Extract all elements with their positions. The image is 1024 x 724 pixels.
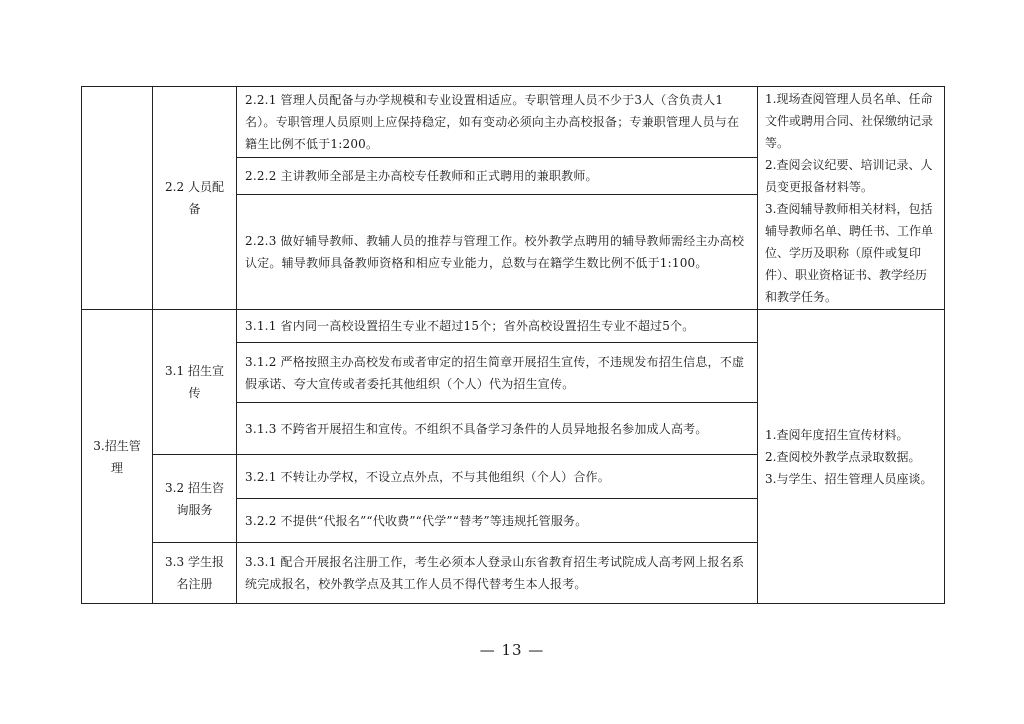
standard-cell: 3.2.2 不提供“代报名”“代收费”“代学”“替考”等违规托管服务。 [237,499,758,543]
subcategory-cell: 3.2 招生咨询服务 [153,455,237,543]
subcategory-cell: 2.2 人员配备 [153,87,237,310]
standard-cell: 2.2.2 主讲教师全部是主办高校专任教师和正式聘用的兼职教师。 [237,158,758,195]
method-item: 1.查阅年度招生宣传材料。 [765,427,909,442]
standard-cell: 3.2.1 不转让办学权，不设立点外点，不与其他组织（个人）合作。 [237,455,758,499]
standard-cell: 2.2.1 管理人员配备与办学规模和专业设置相适应。专职管理人员不少于3人（含负责人1名）。专职管理人员原则上应保持稳定，如有变动必须向主办高校报备；专兼职管理人员与在籍生比例不低于1:200。 [237,87,758,158]
inspection-method-cell [758,310,945,604]
method-item: 3.查阅辅导教师相关材料，包括辅导教师名单、聘任书、工作单位、学历及职称（原件或复印件）、职业资格证书、教学经历和教学任务。 [765,202,934,304]
standard-cell: 3.1.2 严格按照主办高校发布或者审定的招生简章开展招生宣传，不违规发布招生信息，不虚假承诺、夸大宣传或者委托其他组织（个人）代为招生宣传。 [237,343,758,403]
subcategory-cell: 3.3 学生报名注册 [153,543,237,604]
inspection-criteria-table [81,86,945,604]
category-cell-empty [82,87,153,310]
method-item: 2.查阅会议纪要、培训记录、人员变更报备材料等。 [765,158,933,194]
standard-cell: 3.3.1 配合开展报名注册工作，考生必须本人登录山东省教育招生考试院成人高考网上报名系统完成报名，校外教学点及其工作人员不得代替考生本人报考。 [237,543,758,604]
method-item: 2.查阅校外教学点录取数据。 [765,449,921,464]
standard-cell: 2.2.3 做好辅导教师、教辅人员的推荐与管理工作。校外教学点聘用的辅导教师需经主办高校认定。辅导教师具备教师资格和相应专业能力，总数与在籍学生数比例不低于1:100。 [237,194,758,309]
subcategory-cell: 3.1 招生宣传 [153,310,237,455]
category-cell: 3.招生管理 [82,310,153,604]
standard-cell: 3.1.3 不跨省开展招生和宣传。不组织不具备学习条件的人员异地报名参加成人高考。 [237,403,758,455]
inspection-method-cell [758,87,945,310]
page-number: — 13 — [479,641,545,659]
method-item: 3.与学生、招生管理人员座谈。 [765,471,933,486]
standard-cell: 3.1.1 省内同一高校设置招生专业不超过15个；省外高校设置招生专业不超过5个。 [237,310,758,343]
table-row [82,310,945,343]
method-item: 1.现场查阅管理人员名单、任命文件或聘用合同、社保缴纳记录等。 [765,92,934,150]
table-row [82,87,945,158]
